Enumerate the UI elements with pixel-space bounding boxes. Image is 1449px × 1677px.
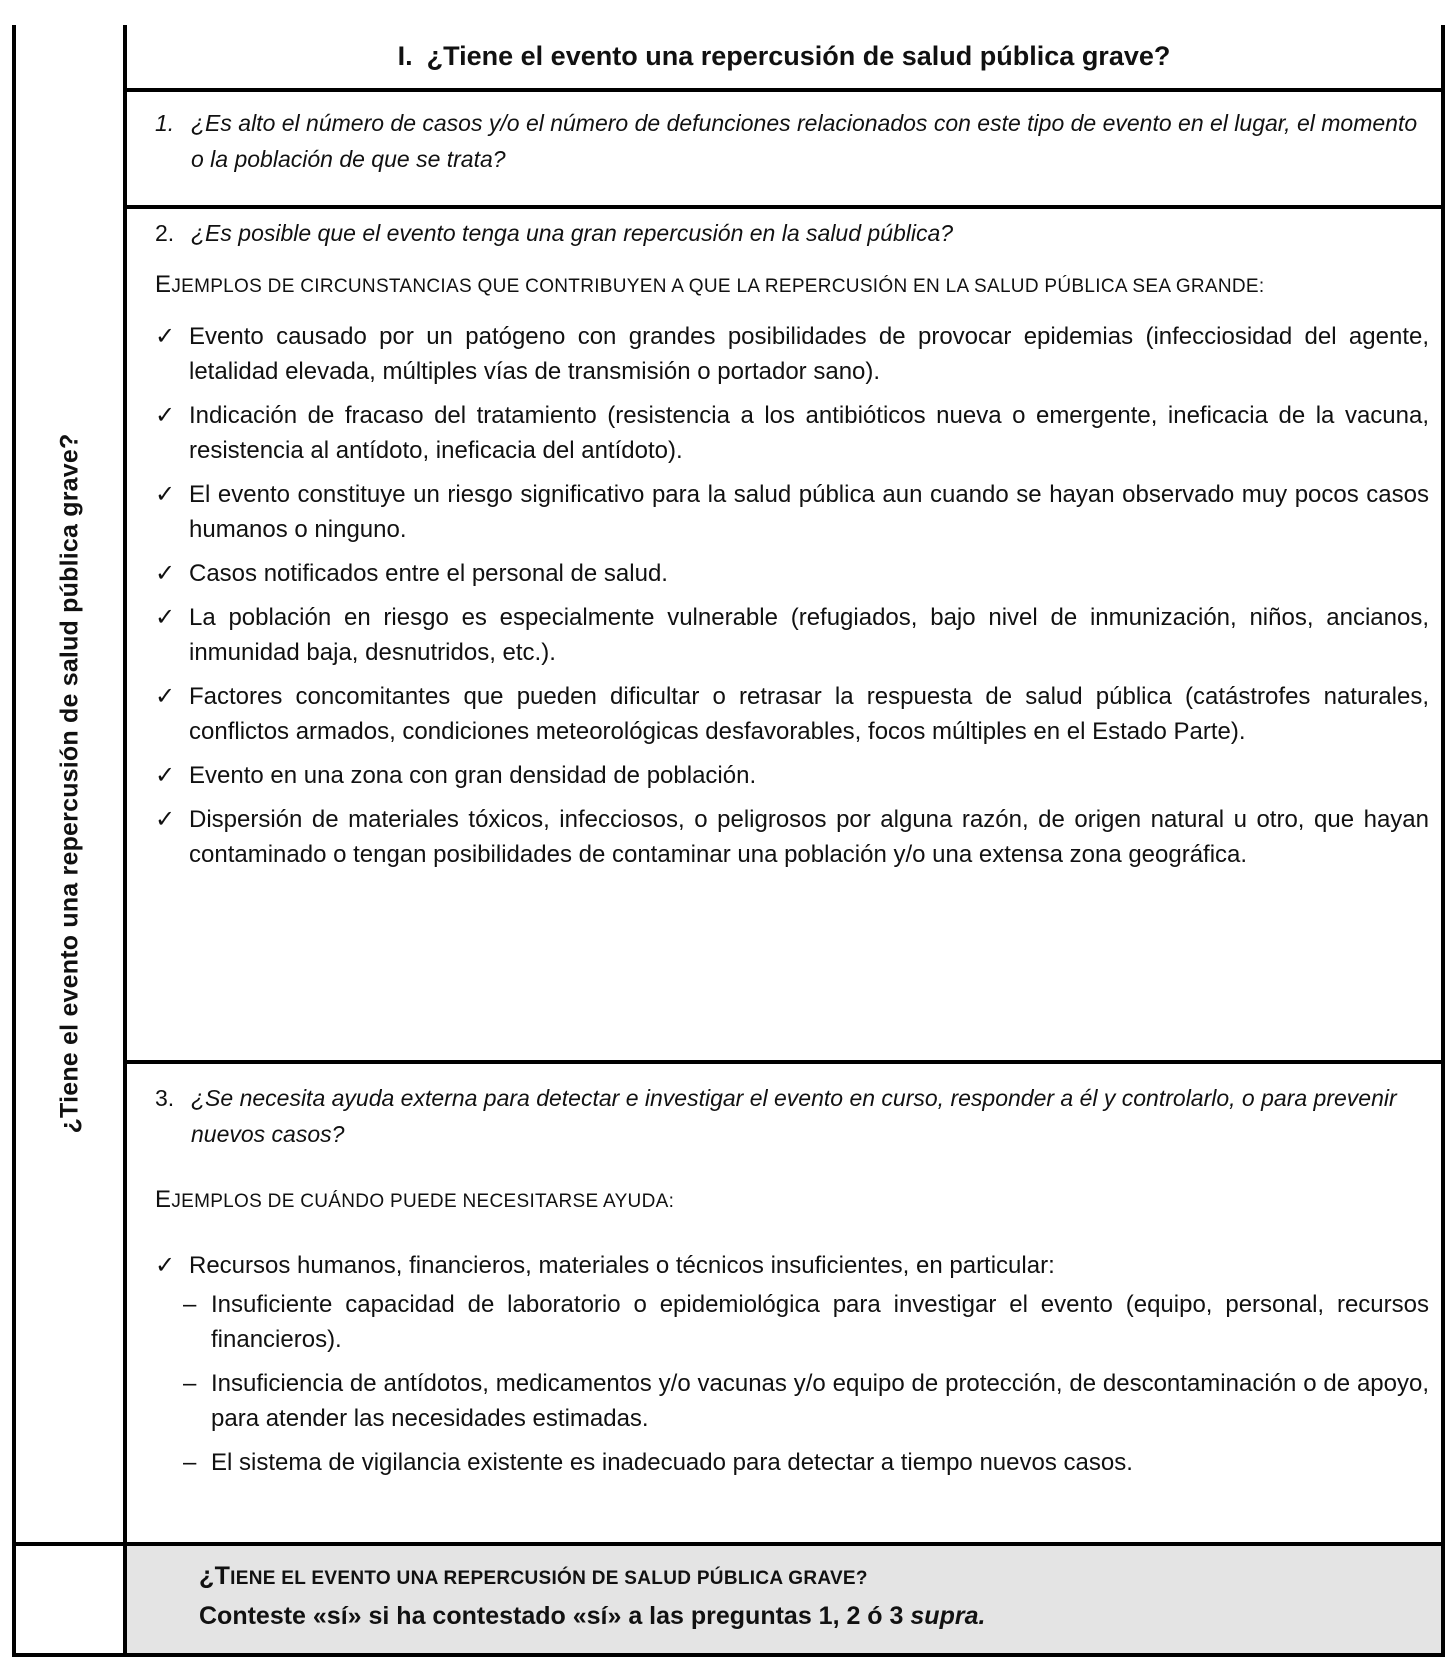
heading-initial: E <box>155 271 172 298</box>
question-2-cell <box>127 215 1441 881</box>
check-icon: ✓ <box>155 604 176 631</box>
section-title-text: ¿Tiene el evento una repercusión de salud pública grave? <box>426 41 1171 71</box>
question-1-text: ¿Es alto el número de casos y/o el número de defunciones relacionados con este tipo de evento en el lugar, el momento o la población de que se trata? <box>191 110 1418 172</box>
list-item-text: Evento causado por un patógeno con grandes posibilidades de provocar epidemias (infecciosidad del agente, letalidad elevada, múltiples vías de transmisión o portador sano). <box>189 323 1429 385</box>
list-item-text: La población en riesgo es especialmente vulnerable (refugiados, bajo nivel de inmunización, niños, ancianos, inmunidad baja, desnutridos, etc.). <box>189 604 1429 666</box>
list-item <box>127 398 1429 468</box>
sub-list-item <box>127 1445 1429 1480</box>
summary-cell <box>127 1546 1441 1653</box>
list-item-text: El evento constituye un riesgo significativo para la salud pública aun cuando se hayan observado muy pocos casos humanos o ninguno. <box>189 481 1429 543</box>
list-item-text: Casos notificados entre el personal de salud. <box>189 560 668 587</box>
divider-after-question-1 <box>123 205 1445 209</box>
question-1-cell <box>127 105 1441 177</box>
question-3-sub-examples-list <box>127 1287 1441 1480</box>
summary-question <box>199 1562 868 1591</box>
question-1 <box>155 105 1429 177</box>
check-icon: ✓ <box>155 323 176 350</box>
list-item <box>127 556 1429 591</box>
question-3 <box>155 1080 1429 1152</box>
check-icon: ✓ <box>155 481 176 508</box>
dash-icon: – <box>183 1370 197 1397</box>
divider-after-question-2 <box>123 1060 1445 1064</box>
heading-rest: JEMPLOS DE CIRCUNSTANCIAS QUE CONTRIBUYEN A QUE LA REPERCUSIÓN EN LA SALUD PÚBLICA SEA GRANDE: <box>171 276 1265 297</box>
list-item <box>127 1248 1429 1283</box>
assessment-table <box>12 25 1446 1657</box>
check-icon: ✓ <box>155 762 176 789</box>
dash-icon: – <box>183 1449 197 1476</box>
question-3-cell <box>127 1080 1441 1489</box>
question-1-number: 1. <box>155 110 175 136</box>
check-icon: ✓ <box>155 402 176 429</box>
check-icon: ✓ <box>155 1252 176 1279</box>
summary-question-rest: IENE EL EVENTO UNA REPERCUSIÓN DE SALUD PÚBLICA GRAVE? <box>230 1568 868 1589</box>
table-border-right <box>1441 25 1445 1657</box>
list-item-text: Evento en una zona con gran densidad de población. <box>189 762 757 789</box>
question-2-text: ¿Es posible que el evento tenga una gran repercusión en la salud pública? <box>191 220 954 246</box>
list-item-text: Factores concomitantes que pueden dificultar o retrasar la respuesta de salud pública (catástrofes naturales, conflictos armados, condiciones meteorológicas desfavorables, focos múltiples en el Estado Parte). <box>189 683 1429 745</box>
section-title <box>127 25 1441 88</box>
question-2 <box>155 215 1429 251</box>
question-3-examples-list <box>127 1248 1441 1283</box>
list-item-text: Recursos humanos, financieros, materiales o técnicos insuficientes, en particular: <box>189 1252 1055 1279</box>
sub-list-item-text: El sistema de vigilancia existente es inadecuado para detectar a tiempo nuevos casos. <box>211 1449 1133 1476</box>
list-item <box>127 802 1429 872</box>
question-3-number: 3. <box>155 1085 175 1111</box>
side-label-cell <box>16 25 123 1542</box>
check-icon: ✓ <box>155 560 176 587</box>
divider-after-title <box>123 88 1445 92</box>
list-item <box>127 600 1429 670</box>
sub-list-item <box>127 1366 1429 1436</box>
check-icon: ✓ <box>155 683 176 710</box>
summary-answer-text: Conteste «sí» si ha contestado «sí» a las preguntas 1, 2 ó 3 <box>199 1602 911 1630</box>
question-3-examples-heading <box>155 1186 1441 1214</box>
side-label: ¿Tiene el evento una repercusión de salud pública grave? <box>55 433 84 1134</box>
question-2-number: 2. <box>155 220 175 246</box>
check-icon: ✓ <box>155 806 176 833</box>
question-2-examples-heading <box>155 271 1441 299</box>
summary-answer <box>199 1602 985 1631</box>
list-item-text: Indicación de fracaso del tratamiento (resistencia a los antibióticos nueva o emergente, ineficacia de la vacuna, resistencia al antídoto, ineficacia del antídoto). <box>189 402 1429 464</box>
question-2-examples-list <box>127 319 1441 872</box>
sub-list-item-text: Insuficiencia de antídotos, medicamentos y/o vacunas y/o equipo de protección, de descontaminación o de apoyo, para atender las necesidades estimadas. <box>211 1370 1429 1432</box>
summary-question-initial: ¿T <box>199 1562 231 1590</box>
heading-rest: JEMPLOS DE CUÁNDO PUEDE NECESITARSE AYUDA: <box>171 1191 675 1212</box>
list-item <box>127 477 1429 547</box>
heading-initial: E <box>155 1186 172 1213</box>
summary-answer-italic: supra. <box>910 1602 986 1630</box>
list-item-text: Dispersión de materiales tóxicos, infecciosos, o peligrosos por alguna razón, de origen natural u otro, que hayan contaminado o tengan posibilidades de contaminar una población y/o una extensa zona geográfica. <box>189 806 1429 868</box>
sub-list-item-text: Insuficiente capacidad de laboratorio o epidemiológica para investigar el evento (equipo, personal, recursos financieros). <box>211 1291 1429 1353</box>
dash-icon: – <box>183 1291 197 1318</box>
list-item <box>127 758 1429 793</box>
sub-list-item <box>127 1287 1429 1357</box>
question-3-text: ¿Se necesita ayuda externa para detectar e investigar el evento en curso, responder a él y controlarlo, o para prevenir nuevos casos? <box>191 1085 1397 1147</box>
table-border-bottom <box>12 1653 1445 1657</box>
section-number: I. <box>397 41 413 71</box>
list-item <box>127 679 1429 749</box>
list-item <box>127 319 1429 389</box>
